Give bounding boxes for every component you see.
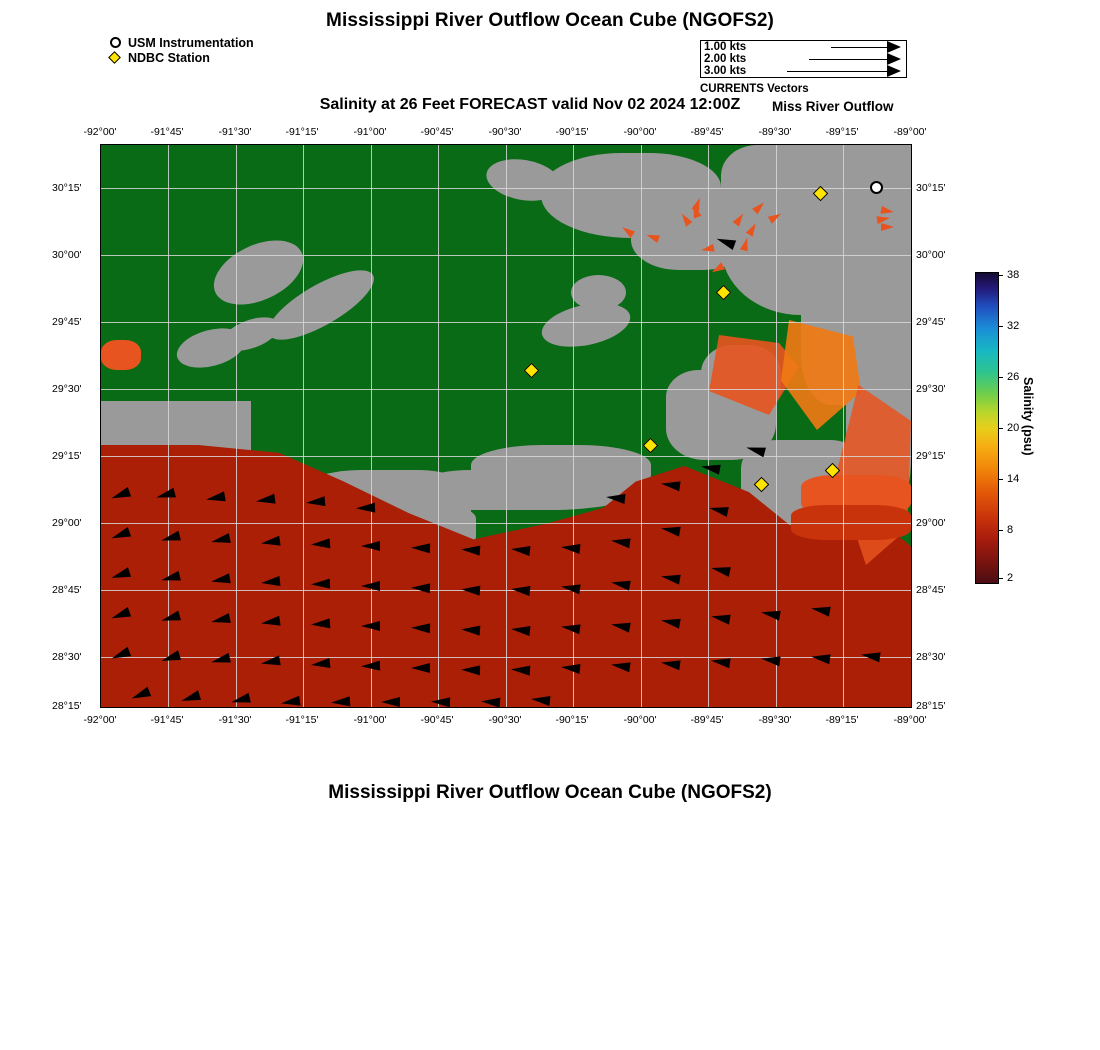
current-vector [511, 664, 531, 675]
colorbar-tick-label: 8 [1007, 524, 1014, 536]
gridline-lat [101, 590, 911, 591]
lon-tick-label-top: -89°45' [690, 126, 724, 138]
current-vector [331, 696, 351, 707]
lat-tick-label-left: 28°15' [52, 700, 82, 712]
yellow-diamond-icon [108, 51, 124, 66]
lon-tick-label-bottom: -90°45' [420, 714, 454, 726]
colorbar-tick-label: 32 [1007, 320, 1020, 332]
current-vector [311, 538, 331, 549]
current-vector [411, 543, 430, 554]
gridline-lat [101, 188, 911, 189]
lat-tick-label-right: 29°15' [916, 450, 946, 462]
current-vector [411, 623, 430, 634]
gridline-lat [101, 456, 911, 457]
current-vector [361, 661, 380, 672]
colorbar-tick-label: 38 [1007, 269, 1020, 281]
colorbar-title: Salinity (psu) [1021, 377, 1035, 456]
current-vector [431, 697, 450, 708]
current-vector [361, 581, 380, 591]
lon-tick-label-top: -90°45' [420, 126, 454, 138]
lon-tick-label-top: -89°30' [758, 126, 792, 138]
legend-item-ndbc [108, 51, 254, 66]
currents-vector-key [700, 40, 907, 78]
map-subtitle: Salinity at 26 Feet FORECAST valid Nov 02 2024 12:00Z [319, 96, 741, 113]
vector-key-label-1: 1.00 kts [704, 41, 747, 53]
current-vector [306, 496, 326, 508]
gridline-lat [101, 322, 911, 323]
lat-tick-label-left: 28°45' [52, 584, 82, 596]
lon-tick-label-top: -91°15' [285, 126, 319, 138]
current-vector [481, 696, 501, 707]
lat-tick-label-right: 28°15' [916, 700, 946, 712]
colorbar-tick-label: 26 [1007, 371, 1020, 383]
lon-tick-label-bottom: -89°45' [690, 714, 724, 726]
gridline-lon [708, 145, 709, 707]
current-vector [361, 621, 380, 631]
legend-label-usm: USM Instrumentation [128, 36, 254, 50]
gridline-lon [236, 145, 237, 707]
current-vector [381, 697, 400, 707]
lon-tick-label-bottom: -91°45' [150, 714, 184, 726]
lon-tick-label-bottom: -92°00' [83, 714, 117, 726]
vector-key-row-2 [701, 53, 906, 65]
current-vector [511, 624, 531, 636]
gridline-lat [101, 389, 911, 390]
vector-shaft-3 [787, 71, 887, 72]
current-vector [411, 663, 430, 673]
current-vector [511, 584, 531, 596]
lat-tick-label-right: 28°45' [916, 584, 946, 596]
lon-tick-label-bottom: -90°15' [555, 714, 589, 726]
page-title: Mississippi River Outflow Ocean Cube (NGOFS2) [326, 10, 774, 31]
open-circle-icon [108, 36, 124, 51]
current-vector [561, 662, 581, 674]
current-vector [461, 584, 481, 595]
gridline-lon [776, 145, 777, 707]
vector-head-icon-3 [887, 65, 901, 77]
gridline-lon [438, 145, 439, 707]
lon-tick-label-bottom: -90°00' [623, 714, 657, 726]
vector-shaft-2 [809, 59, 887, 60]
vector-key-label-2: 2.00 kts [704, 53, 747, 65]
lat-tick-label-right: 29°00' [916, 517, 946, 529]
vector-shaft-1 [831, 47, 887, 48]
lon-tick-label-top: -91°45' [150, 126, 184, 138]
vector-key-row-3 [701, 65, 906, 77]
lon-tick-label-top: -90°00' [623, 126, 657, 138]
vector-key-row-1 [701, 41, 906, 53]
gridline-lon [506, 145, 507, 707]
current-vector [261, 576, 281, 588]
current-vector [511, 544, 531, 556]
current-vector-plume [881, 223, 894, 231]
lat-tick-label-right: 30°00' [916, 249, 946, 261]
colorbar-tick-label: 2 [1007, 572, 1014, 584]
lat-tick-label-left: 30°00' [52, 249, 82, 261]
station-legend [108, 36, 254, 66]
legend-label-ndbc: NDBC Station [128, 51, 210, 65]
land-mass [571, 275, 626, 310]
lat-tick-label-right: 29°45' [916, 316, 946, 328]
current-vector [411, 583, 430, 594]
lon-tick-label-top: -89°00' [893, 126, 927, 138]
lon-tick-label-bottom: -89°30' [758, 714, 792, 726]
lat-tick-label-left: 29°15' [52, 450, 82, 462]
vector-key-label-3: 3.00 kts [704, 65, 747, 77]
current-vector [361, 541, 380, 551]
lat-tick-label-left: 29°45' [52, 316, 82, 328]
current-vector [311, 618, 331, 629]
current-vector [311, 658, 331, 670]
colorbar-tick-label: 14 [1007, 473, 1020, 485]
gridline-lat [101, 523, 911, 524]
lat-tick-label-right: 29°30' [916, 383, 946, 395]
gridline-lat [101, 255, 911, 256]
lat-tick-label-left: 28°30' [52, 651, 82, 663]
colorbar-gradient [975, 269, 1020, 584]
current-vector [461, 544, 481, 555]
current-vector [461, 624, 481, 635]
lat-tick-label-left: 29°30' [52, 383, 82, 395]
gridline-lon [641, 145, 642, 707]
gridline-lon [843, 145, 844, 707]
current-vector [561, 542, 581, 554]
bottom-title: Mississippi River Outflow Ocean Cube (NGOFS2) [328, 782, 772, 803]
legend-item-usm [108, 36, 254, 51]
current-vector [531, 694, 551, 706]
current-vector [606, 492, 626, 504]
land-mass [471, 445, 651, 495]
usm-instrumentation-marker[interactable] [870, 181, 883, 194]
vector-key-caption: CURRENTS Vectors [700, 83, 809, 95]
lon-tick-label-bottom: -91°15' [285, 714, 319, 726]
lon-tick-label-bottom: -90°30' [488, 714, 522, 726]
lon-tick-label-bottom: -89°15' [825, 714, 859, 726]
lon-tick-label-bottom: -91°00' [353, 714, 387, 726]
lon-tick-label-bottom: -89°00' [893, 714, 927, 726]
lon-tick-label-top: -91°30' [218, 126, 252, 138]
current-vector [311, 579, 330, 590]
map-canvas[interactable] [100, 144, 912, 708]
lon-tick-label-top: -89°15' [825, 126, 859, 138]
lon-tick-label-top: -90°15' [555, 126, 589, 138]
lat-tick-label-right: 28°30' [916, 651, 946, 663]
lat-tick-label-left: 30°15' [52, 182, 82, 194]
current-vector [461, 665, 480, 676]
current-vector [356, 503, 375, 514]
outflow-label: Miss River Outflow [772, 99, 894, 114]
lat-tick-label-left: 29°00' [52, 517, 82, 529]
lon-tick-label-bottom: -91°30' [218, 714, 252, 726]
vector-head-icon-1 [887, 41, 901, 53]
lat-tick-label-right: 30°15' [916, 182, 946, 194]
gridline-lon [303, 145, 304, 707]
lon-tick-label-top: -91°00' [353, 126, 387, 138]
lon-tick-label-top: -92°00' [83, 126, 117, 138]
colorbar-tick-label: 20 [1007, 422, 1020, 434]
lon-tick-label-top: -90°30' [488, 126, 522, 138]
vector-head-icon-2 [887, 53, 901, 65]
